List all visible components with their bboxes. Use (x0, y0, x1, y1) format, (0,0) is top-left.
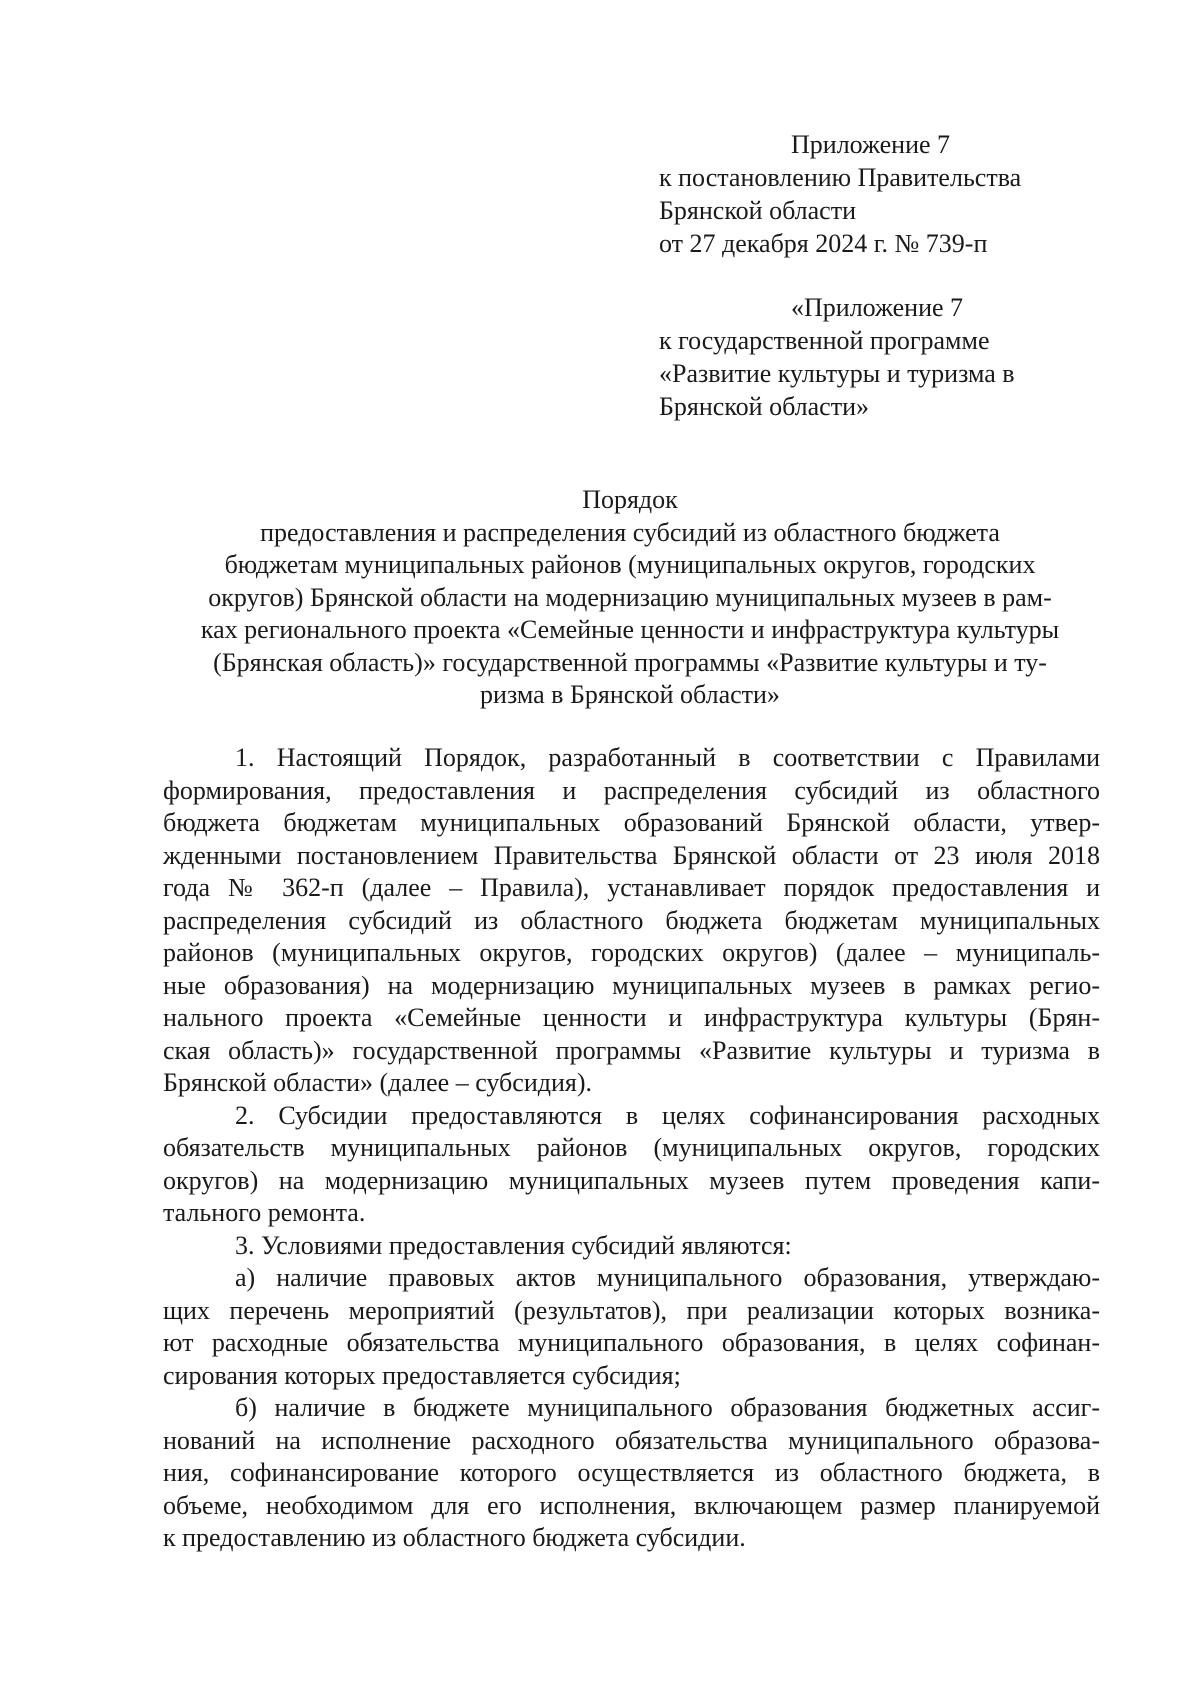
body-line: а) наличие правовых актов муниципального образования, утверждаю- (235, 1263, 1100, 1292)
body-line: формирования, предоставления и распределения субсидий из областного (163, 775, 1100, 805)
program-header-line: «Приложение 7 (791, 293, 964, 322)
title-line: (Брянская область)» государственной программы «Развитие культуры и ту- (213, 647, 1047, 677)
body-line: жденными постановлением Правительства Брянской области от 23 июля 2018 (163, 840, 1100, 870)
title-line: округов) Брянской области на модернизацию муниципальных музеев в рам- (208, 582, 1052, 612)
body-line: бюджета бюджетам муниципальных образований Брянской области, утвер- (163, 808, 1100, 837)
program-header-line: Брянской области» (659, 392, 869, 421)
body-line: 2. Субсидии предоставляются в целях софинансирования расходных (235, 1100, 1100, 1130)
title-heading: Порядок (582, 485, 678, 514)
paragraph-3a (163, 1262, 1100, 1392)
body-line: щих перечень мероприятий (результатов), при реализации которых возника- (163, 1295, 1100, 1325)
body-line: к предоставлению из областного бюджета субсидии. (163, 1523, 746, 1552)
body-line: обязательств муниципальных районов (муниципальных округов, городских (163, 1133, 1100, 1162)
title-line: ках регионального проекта «Семейные ценности и инфраструктура культуры (200, 615, 1060, 644)
paragraph-2 (163, 1100, 1100, 1230)
appendix-header-line: от 27 декабря 2024 г. № 739-п (659, 229, 988, 258)
body-line: Брянской области» (далее – субсидия). (163, 1068, 592, 1097)
appendix-header-line: Приложение 7 (791, 130, 951, 159)
body-line: тального ремонта. (163, 1198, 366, 1227)
body-line: округов) на модернизацию муниципальных музеев путем проведения капи- (163, 1165, 1100, 1195)
body-line: года № 362-п (далее – Правила), устанавливает порядок предоставления и (163, 873, 1100, 902)
body-line: 1. Настоящий Порядок, разработанный в соответствии с Правилами (235, 743, 1100, 772)
document-title (160, 484, 1100, 712)
body-line: объеме, необходимом для его исполнения, включающем размер планируемой (163, 1490, 1100, 1520)
paragraph-3b (163, 1392, 1100, 1555)
program-header-line: «Развитие культуры и туризма в (659, 359, 1015, 388)
appendix-header-line: к постановлению Правительства (659, 163, 1022, 192)
appendix-header (659, 128, 1119, 260)
program-header-line: к государственной программе (659, 326, 990, 355)
paragraph-1 (163, 742, 1100, 1100)
title-line: предоставления и распределения субсидий из областного бюджета (260, 517, 1000, 547)
appendix-header-line: Брянской области (659, 196, 856, 225)
title-line: бюджетам муниципальных районов (муниципальных округов, городских (224, 550, 1036, 579)
program-header (659, 291, 1119, 423)
body-line: нального проекта «Семейные ценности и инфраструктура культуры (Брян- (163, 1003, 1100, 1032)
body-line: ская область)» государственной программы «Развитие культуры и туризма в (163, 1035, 1100, 1065)
body-line: районов (муниципальных округов, городских округов) (далее – муниципаль- (163, 938, 1100, 967)
body-line: ют расходные обязательства муниципального образования, в целях софинан- (163, 1328, 1100, 1357)
body-line: б) наличие в бюджете муниципального образования бюджетных ассиг- (235, 1393, 1100, 1422)
body-line: 3. Условиями предоставления субсидий являются: (235, 1230, 792, 1260)
body-line: нований на исполнение расходного обязательства муниципального образова- (163, 1425, 1100, 1455)
body-line: ния, софинансирование которого осуществляется из областного бюджета, в (163, 1458, 1100, 1487)
body-line: распределения субсидий из областного бюджета бюджетам муниципальных (163, 905, 1100, 935)
body-line: сирования которых предоставляется субсидия; (163, 1360, 681, 1390)
paragraph-3 (163, 1230, 1100, 1263)
document-body (163, 742, 1100, 1555)
body-line: ные образования) на модернизацию муниципальных музеев в рамках регио- (163, 970, 1100, 1000)
title-line: ризма в Брянской области» (480, 680, 780, 709)
